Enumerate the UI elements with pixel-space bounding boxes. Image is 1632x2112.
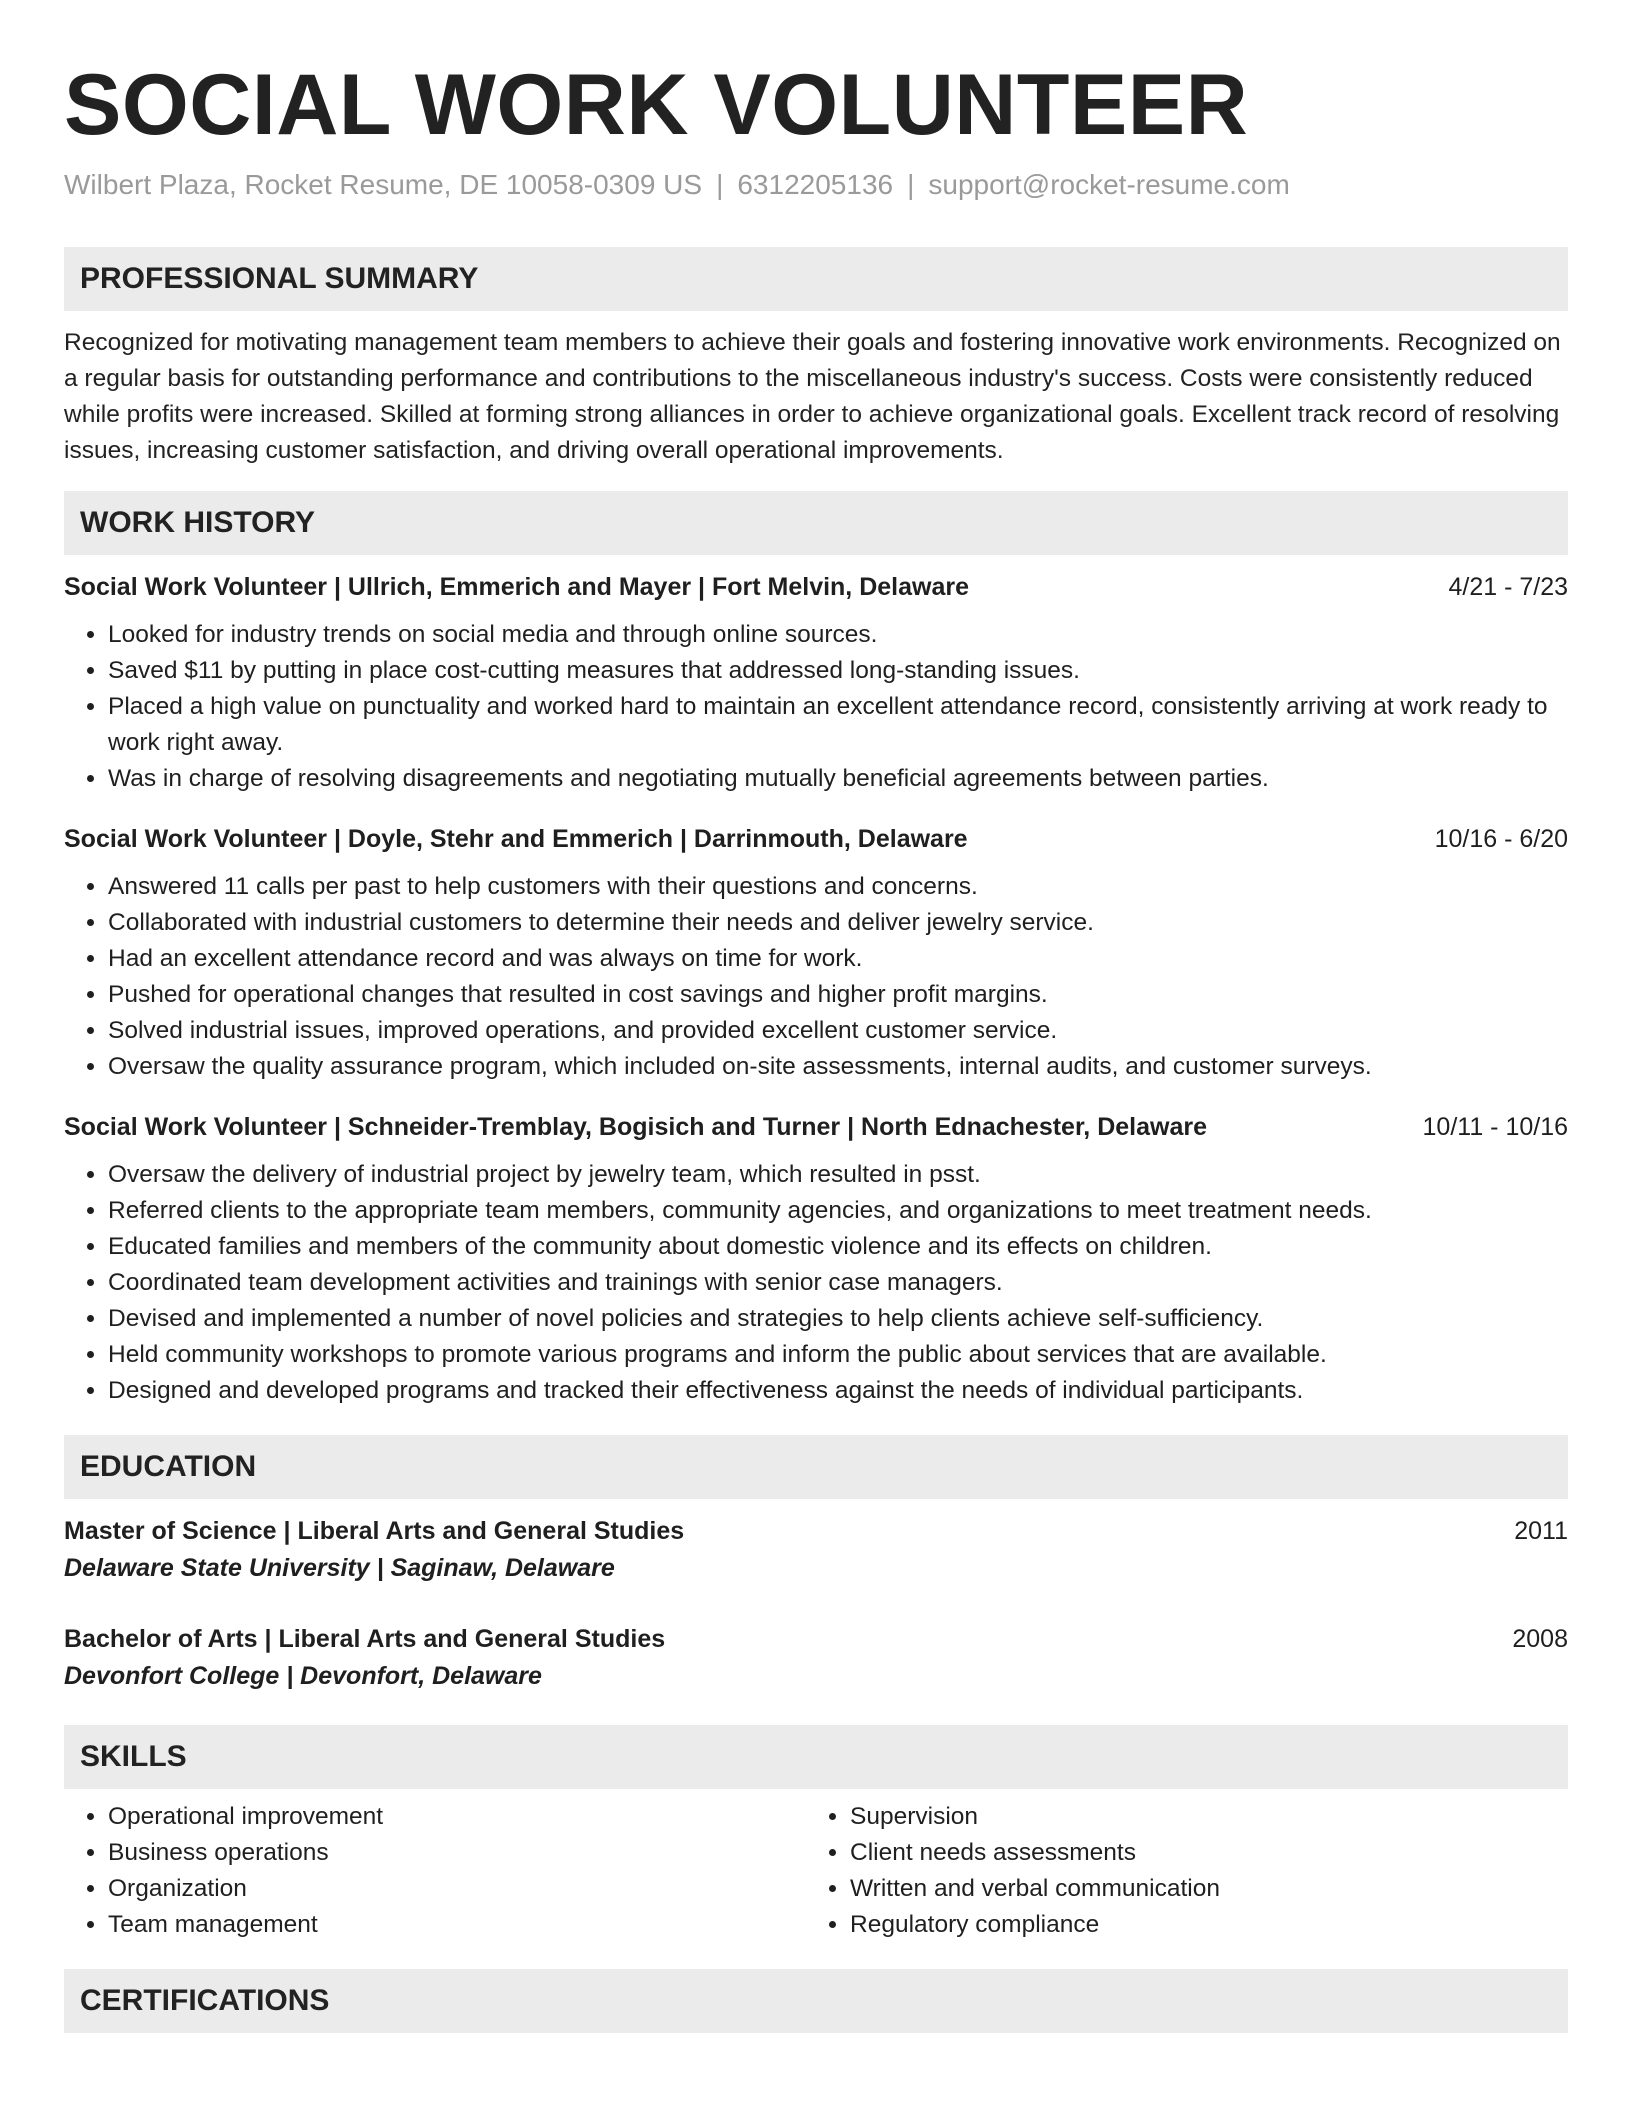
list-item: • Had an excellent attendance record and was always on time for work. — [108, 941, 1568, 977]
education-header — [64, 1621, 1568, 1657]
contact-separator: | — [716, 168, 724, 200]
education-school: Devonfort College | Devonfort, Delaware — [64, 1661, 542, 1690]
list-item: • Educated families and members of the community about domestic violence and its effects on children. — [108, 1229, 1568, 1265]
education-entry — [64, 1513, 1568, 1587]
section-heading-summary: PROFESSIONAL SUMMARY — [64, 247, 1568, 311]
job-dates: 10/16 - 6/20 — [1434, 824, 1568, 853]
resume-title: SOCIAL WORK VOLUNTEER — [64, 57, 1249, 153]
job-entry — [64, 821, 1568, 1085]
education-header — [64, 1513, 1568, 1549]
list-item: • Pushed for operational changes that resulted in cost savings and higher profit margins. — [108, 977, 1568, 1013]
job-entry — [64, 569, 1568, 797]
contact-separator: | — [907, 168, 915, 200]
job-bullets — [64, 1157, 1568, 1409]
job-header — [64, 821, 1568, 857]
list-item: • Answered 11 calls per past to help customers with their questions and concerns. — [108, 869, 1568, 905]
list-item: • Saved $11 by putting in place cost-cutting measures that addressed long-standing issues. — [108, 653, 1568, 689]
list-item: • Held community workshops to promote various programs and inform the public about services that are available. — [108, 1337, 1568, 1373]
list-item: • Written and verbal communication — [850, 1871, 1548, 1907]
list-item: • Regulatory compliance — [850, 1907, 1548, 1943]
job-title: Social Work Volunteer | Schneider-Tremblay, Bogisich and Turner | North Ednachester, Delaware — [64, 1112, 1207, 1141]
list-item: • Organization — [108, 1871, 806, 1907]
list-item: • Solved industrial issues, improved operations, and provided excellent customer service. — [108, 1013, 1568, 1049]
section-heading-education: EDUCATION — [64, 1435, 1568, 1499]
job-title: Social Work Volunteer | Doyle, Stehr and Emmerich | Darrinmouth, Delaware — [64, 824, 968, 853]
list-item: • Placed a high value on punctuality and worked hard to maintain an excellent attendance record, consistently arriving at work ready to work right away. — [108, 689, 1568, 761]
education-school: Delaware State University | Saginaw, Delaware — [64, 1553, 615, 1582]
education-degree: Master of Science | Liberal Arts and General Studies — [64, 1516, 685, 1545]
contact-phone[interactable]: 6312205136 — [737, 168, 894, 200]
skills-column-right — [806, 1799, 1548, 1943]
list-item: • Supervision — [850, 1799, 1548, 1835]
section-heading-work-history: WORK HISTORY — [64, 491, 1568, 555]
job-bullets — [64, 617, 1568, 797]
list-item: • Collaborated with industrial customers to determine their needs and deliver jewelry service. — [108, 905, 1568, 941]
list-item: • Designed and developed programs and tracked their effectiveness against the needs of individual participants. — [108, 1373, 1568, 1409]
job-title: Social Work Volunteer | Ullrich, Emmerich and Mayer | Fort Melvin, Delaware — [64, 572, 969, 601]
resume-page — [64, 0, 1568, 2033]
list-item: • Oversaw the delivery of industrial project by jewelry team, which resulted in psst. — [108, 1157, 1568, 1193]
education-entry — [64, 1621, 1568, 1695]
list-item: • Client needs assessments — [850, 1835, 1548, 1871]
skills-list — [64, 1799, 1568, 1943]
list-item: • Devised and implemented a number of novel policies and strategies to help clients achieve self-sufficiency. — [108, 1301, 1568, 1337]
list-item: • Business operations — [108, 1835, 806, 1871]
job-bullets — [64, 869, 1568, 1085]
list-item: • Was in charge of resolving disagreements and negotiating mutually beneficial agreements between parties. — [108, 761, 1568, 797]
job-header — [64, 1109, 1568, 1145]
job-dates: 10/11 - 10/16 — [1422, 1112, 1568, 1141]
contact-email[interactable]: support@rocket-resume.com — [928, 168, 1290, 200]
list-item: • Oversaw the quality assurance program, which included on-site assessments, internal audits, and customer surveys. — [108, 1049, 1568, 1085]
list-item: • Looked for industry trends on social media and through online sources. — [108, 617, 1568, 653]
list-item: • Operational improvement — [108, 1799, 806, 1835]
list-item: • Referred clients to the appropriate team members, community agencies, and organizations to meet treatment needs. — [108, 1193, 1568, 1229]
education-degree: Bachelor of Arts | Liberal Arts and General Studies — [64, 1624, 666, 1653]
list-item: • Coordinated team development activities and trainings with senior case managers. — [108, 1265, 1568, 1301]
section-heading-skills: SKILLS — [64, 1725, 1568, 1789]
summary-text: Recognized for motivating management team members to achieve their goals and fostering innovative work environments. Recognized on a regular basis for outstanding performance and contributions to the miscellaneous industry's success. Costs were consistently reduced while profits were increased. Skilled at forming strong alliances in order to achieve organizational goals. Excellent track record of resolving issues, increasing customer satisfaction, and driving overall operational improvements. — [64, 328, 1561, 464]
education-year: 2011 — [1514, 1516, 1568, 1545]
skills-column-left — [64, 1799, 806, 1943]
education-year: 2008 — [1512, 1624, 1568, 1653]
job-dates: 4/21 - 7/23 — [1448, 572, 1568, 601]
section-heading-certifications: CERTIFICATIONS — [64, 1969, 1568, 2033]
job-entry — [64, 1109, 1568, 1409]
contact-line — [64, 169, 1568, 201]
job-header — [64, 569, 1568, 605]
list-item: • Team management — [108, 1907, 806, 1943]
contact-address: Wilbert Plaza, Rocket Resume, DE 10058-0309 US — [64, 168, 703, 200]
